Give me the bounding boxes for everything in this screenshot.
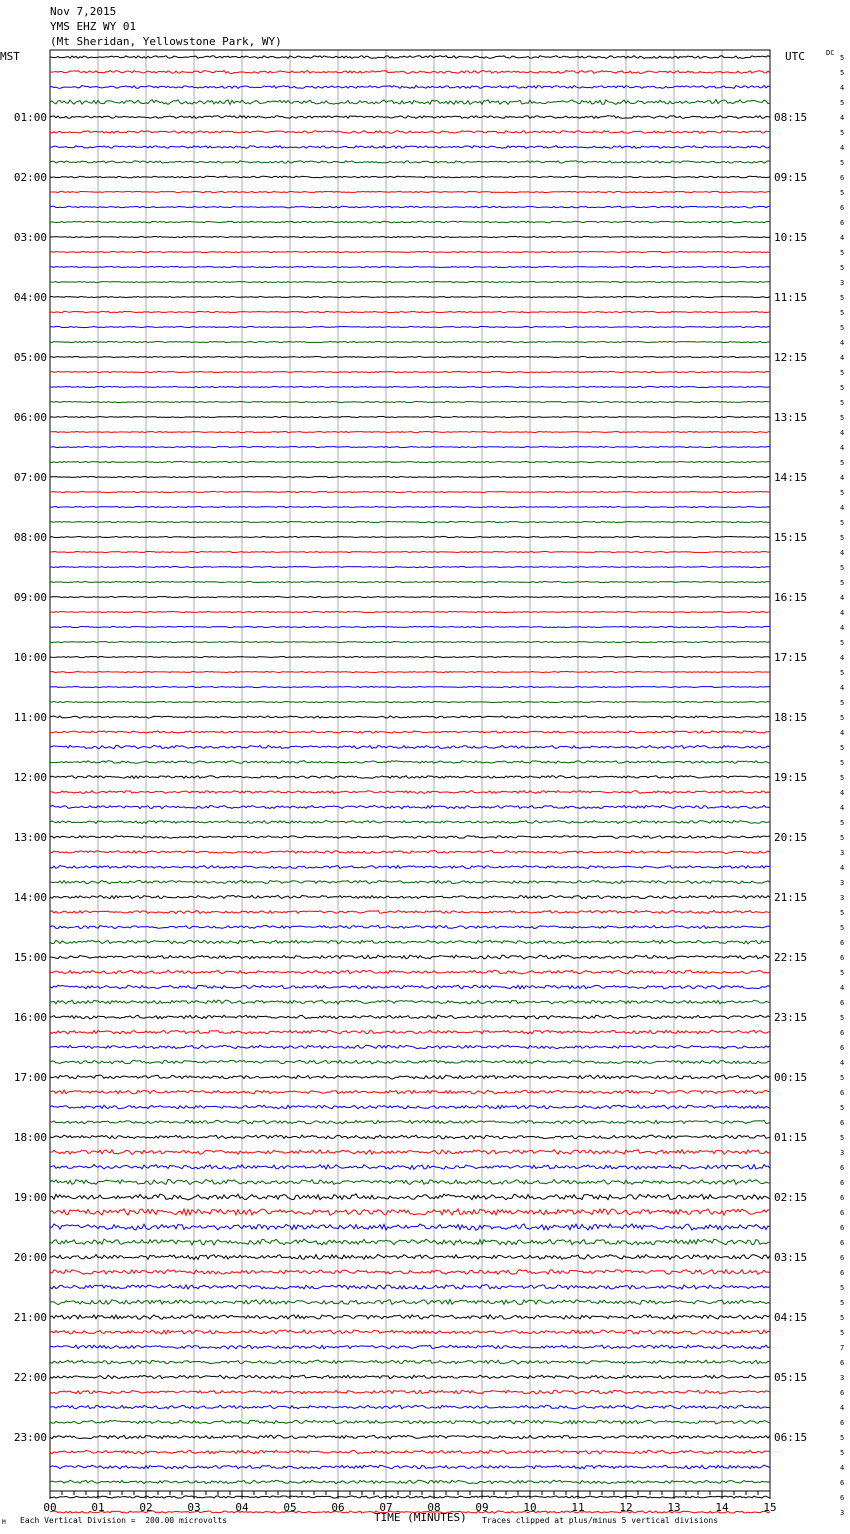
dc-offset-value: 4 — [840, 864, 845, 872]
dc-offset-value: 7 — [840, 1344, 845, 1352]
seismic-trace — [50, 251, 770, 252]
x-tick-label: 15 — [763, 1501, 777, 1514]
utc-hour-label: 08:15 — [774, 111, 808, 124]
utc-hour-label: 16:15 — [774, 591, 808, 604]
seismic-trace — [50, 536, 770, 537]
mst-hour-label: 07:00 — [13, 471, 47, 484]
dc-offset-value: 4 — [840, 789, 845, 797]
x-tick-label: 11 — [571, 1501, 585, 1514]
dc-offset-value: 4 — [840, 474, 845, 482]
seismic-trace — [50, 1450, 770, 1454]
right-timezone-label: UTC — [785, 50, 805, 63]
seismic-trace — [50, 446, 770, 447]
dc-offset-value: 5 — [840, 159, 845, 167]
utc-hour-label: 15:15 — [774, 531, 808, 544]
label-layer — [14, 54, 844, 1517]
dc-offset-value: 5 — [840, 1014, 845, 1022]
seismic-trace — [50, 341, 770, 342]
dc-offset-value: 5 — [840, 564, 845, 572]
seismic-trace — [50, 326, 770, 327]
seismic-trace — [50, 1420, 770, 1424]
dc-offset-value: 3 — [840, 1374, 845, 1382]
dc-offset-value: 5 — [840, 309, 845, 317]
header-station: YMS EHZ WY 01 — [50, 20, 137, 33]
dc-offset-value: 5 — [840, 69, 845, 77]
seismic-trace — [50, 506, 770, 507]
x-tick-label: 05 — [283, 1501, 297, 1514]
seismic-trace — [50, 116, 770, 119]
mst-hour-label: 03:00 — [13, 231, 47, 244]
seismic-trace — [50, 850, 770, 853]
mst-hour-label: 15:00 — [13, 951, 47, 964]
seismic-trace — [50, 731, 770, 733]
dc-offset-value: 5 — [840, 1434, 845, 1442]
dc-offset-value: 3 — [840, 894, 845, 902]
seismic-trace — [50, 386, 770, 387]
dc-offset-value: 5 — [840, 99, 845, 107]
seismic-trace — [50, 1345, 770, 1349]
dc-offset-value: 4 — [840, 594, 845, 602]
seismic-trace — [50, 805, 770, 808]
dc-offset-value: 5 — [840, 1449, 845, 1457]
mst-hour-label: 13:00 — [13, 831, 47, 844]
dc-offset-value: 5 — [840, 249, 845, 257]
seismic-trace — [50, 611, 770, 612]
dc-offset-value: 6 — [840, 1194, 845, 1202]
mst-hour-label: 12:00 — [13, 771, 47, 784]
seismic-trace — [50, 100, 770, 105]
mst-hour-label: 09:00 — [13, 591, 47, 604]
dc-offset-value: 5 — [840, 579, 845, 587]
trace-layer — [50, 56, 770, 1514]
mst-hour-label: 21:00 — [13, 1311, 47, 1324]
dc-offset-value: 5 — [840, 294, 845, 302]
dc-offset-value: 4 — [840, 114, 845, 122]
utc-hour-label: 04:15 — [774, 1311, 808, 1324]
dc-offset-value: 3 — [840, 279, 845, 287]
dc-offset-value: 3 — [840, 1509, 845, 1517]
dc-offset-value: 4 — [840, 729, 845, 737]
seismic-trace — [50, 356, 770, 357]
dc-offset-value: 5 — [840, 1299, 845, 1307]
dc-offset-value: 5 — [840, 669, 845, 677]
dc-offset-value: 6 — [840, 1359, 845, 1367]
dc-offset-value: 5 — [840, 744, 845, 752]
dc-offset-value: 6 — [840, 1269, 845, 1277]
dc-offset-value: 5 — [840, 819, 845, 827]
dc-offset-value: 5 — [840, 129, 845, 137]
dc-offset-value: 5 — [840, 1074, 845, 1082]
seismic-trace — [50, 296, 770, 297]
dc-offset-value: 6 — [840, 999, 845, 1007]
dc-offset-value: 4 — [840, 1464, 845, 1472]
dc-offset-value: 6 — [840, 1089, 845, 1097]
mst-hour-label: 06:00 — [13, 411, 47, 424]
seismic-trace — [50, 311, 770, 313]
seismic-trace — [50, 1075, 770, 1079]
utc-hour-label: 05:15 — [774, 1371, 808, 1384]
mst-hour-label: 18:00 — [13, 1131, 47, 1144]
utc-hour-label: 12:15 — [774, 351, 808, 364]
dc-offset-value: 6 — [840, 1164, 845, 1172]
seismic-trace — [50, 56, 770, 59]
seismic-trace — [50, 716, 770, 718]
dc-offset-value: 5 — [840, 714, 845, 722]
seismic-trace — [50, 1480, 770, 1484]
dc-offset-value: 6 — [840, 1389, 845, 1397]
dc-label: DC — [826, 49, 835, 57]
dc-offset-value: 5 — [840, 414, 845, 422]
dc-offset-value: 5 — [840, 924, 845, 932]
dc-offset-value: 6 — [840, 939, 845, 947]
dc-offset-value: 4 — [840, 624, 845, 632]
dc-offset-value: 3 — [840, 1149, 845, 1157]
utc-hour-label: 14:15 — [774, 471, 808, 484]
dc-offset-value: 6 — [840, 954, 845, 962]
mst-hour-label: 23:00 — [13, 1431, 47, 1444]
seismic-trace — [50, 431, 770, 432]
dc-offset-value: 6 — [840, 1029, 845, 1037]
seismic-trace — [50, 1120, 770, 1124]
seismic-trace — [50, 476, 770, 477]
dc-offset-value: 4 — [840, 1059, 845, 1067]
dc-offset-value: 5 — [840, 1314, 845, 1322]
seismic-trace — [50, 581, 770, 582]
seismic-trace — [50, 1090, 770, 1094]
seismic-trace — [50, 266, 770, 267]
seismic-trace — [50, 281, 770, 282]
dc-offset-value: 4 — [840, 609, 845, 617]
seismic-trace — [50, 401, 770, 402]
seismic-trace — [50, 1045, 770, 1049]
dc-offset-value: 4 — [840, 549, 845, 557]
seismic-trace — [50, 1239, 770, 1245]
dc-offset-value: 5 — [840, 699, 845, 707]
seismic-trace — [50, 1405, 770, 1409]
dc-offset-value: 6 — [840, 174, 845, 182]
x-tick-label: 00 — [43, 1501, 57, 1514]
seismic-trace — [50, 1330, 770, 1334]
mst-hour-label: 22:00 — [13, 1371, 47, 1384]
seismic-trace — [50, 1465, 770, 1469]
mst-hour-label: 19:00 — [13, 1191, 47, 1204]
seismic-trace — [50, 131, 770, 134]
x-tick-label: 01 — [91, 1501, 105, 1514]
dc-offset-value: 4 — [840, 504, 845, 512]
seismic-trace — [50, 1135, 770, 1139]
seismic-trace — [50, 866, 770, 869]
utc-hour-label: 10:15 — [774, 231, 808, 244]
utc-hour-label: 17:15 — [774, 651, 808, 664]
seismic-trace — [50, 85, 770, 88]
dc-offset-value: 4 — [840, 354, 845, 362]
dc-offset-value: 5 — [840, 909, 845, 917]
utc-hour-label: 20:15 — [774, 831, 808, 844]
seismic-trace — [50, 940, 770, 944]
dc-offset-value: 3 — [840, 879, 845, 887]
seismic-trace — [50, 1194, 770, 1200]
dc-offset-value: 5 — [840, 1134, 845, 1142]
dc-offset-value: 4 — [840, 984, 845, 992]
dc-offset-value: 4 — [840, 84, 845, 92]
x-tick-label: 09 — [475, 1501, 489, 1514]
seismic-trace — [50, 955, 770, 959]
seismic-trace — [50, 1496, 770, 1498]
dc-offset-value: 6 — [840, 1479, 845, 1487]
utc-hour-label: 18:15 — [774, 711, 808, 724]
seismic-trace — [50, 566, 770, 567]
seismic-trace — [50, 776, 770, 779]
utc-hour-label: 01:15 — [774, 1131, 808, 1144]
utc-hour-label: 22:15 — [774, 951, 808, 964]
x-tick-label: 12 — [619, 1501, 633, 1514]
seismic-trace — [50, 1435, 770, 1439]
seismic-trace — [50, 371, 770, 372]
seismic-trace — [50, 656, 770, 657]
seismic-trace — [50, 551, 770, 552]
utc-hour-label: 09:15 — [774, 171, 808, 184]
seismic-trace — [50, 820, 770, 823]
dc-offset-value: 5 — [840, 834, 845, 842]
scale-note: Each Vertical Division = 200.00 microvolts — [20, 1516, 228, 1525]
dc-offset-value: 6 — [840, 1209, 845, 1217]
mst-hour-label: 10:00 — [13, 651, 47, 664]
seismic-trace — [50, 671, 770, 672]
seismic-trace — [50, 461, 770, 462]
dc-offset-value: 5 — [840, 369, 845, 377]
dc-offset-value: 4 — [840, 804, 845, 812]
mst-hour-label: 01:00 — [13, 111, 47, 124]
dc-offset-value: 5 — [840, 489, 845, 497]
seismic-trace — [50, 880, 770, 883]
x-tick-label: 10 — [523, 1501, 537, 1514]
seismic-trace — [50, 761, 770, 764]
seismic-trace — [50, 1284, 770, 1289]
dc-offset-value: 5 — [840, 1284, 845, 1292]
seismic-trace — [50, 970, 770, 974]
utc-hour-label: 21:15 — [774, 891, 808, 904]
left-timezone-label: MST — [0, 50, 20, 63]
mst-hour-label: 05:00 — [13, 351, 47, 364]
seismic-trace — [50, 1390, 770, 1394]
seismic-trace — [50, 416, 770, 417]
x-tick-label: 03 — [187, 1501, 201, 1514]
seismic-trace — [50, 1270, 770, 1275]
dc-offset-value: 5 — [840, 774, 845, 782]
utc-hour-label: 06:15 — [774, 1431, 808, 1444]
dc-offset-value: 5 — [840, 1104, 845, 1112]
seismic-trace — [50, 596, 770, 597]
dc-offset-value: 6 — [840, 1224, 845, 1232]
seismic-trace — [50, 1300, 770, 1305]
mst-hour-label: 08:00 — [13, 531, 47, 544]
seismic-trace — [50, 1180, 770, 1185]
dc-offset-value: 5 — [840, 264, 845, 272]
seismic-trace — [50, 1360, 770, 1364]
seismic-trace — [50, 1060, 770, 1064]
dc-offset-value: 4 — [840, 684, 845, 692]
seismic-trace — [50, 1315, 770, 1319]
seismic-trace — [50, 491, 770, 492]
seismic-trace — [50, 895, 770, 898]
corner-mark: M — [2, 1519, 6, 1526]
x-tick-label: 14 — [715, 1501, 729, 1514]
dc-offset-value: 4 — [840, 339, 845, 347]
dc-offset-value: 6 — [840, 1419, 845, 1427]
seismic-trace — [50, 1150, 770, 1155]
dc-offset-value: 5 — [840, 399, 845, 407]
seismic-trace — [50, 221, 770, 223]
seismic-trace — [50, 791, 770, 794]
seismic-trace — [50, 1030, 770, 1034]
seismic-trace — [50, 236, 770, 237]
dc-offset-value: 5 — [840, 384, 845, 392]
dc-offset-value: 6 — [840, 1239, 845, 1247]
seismic-trace — [50, 1015, 770, 1019]
seismic-trace — [50, 641, 770, 642]
dc-offset-value: 6 — [840, 1179, 845, 1187]
header-date: Nov 7,2015 — [50, 5, 117, 18]
x-tick-label: 08 — [427, 1501, 441, 1514]
dc-offset-value: 5 — [840, 54, 845, 62]
dc-offset-value: 5 — [840, 1329, 845, 1337]
utc-hour-label: 00:15 — [774, 1071, 808, 1084]
dc-offset-value: 5 — [840, 519, 845, 527]
x-tick-label: 07 — [379, 1501, 393, 1514]
dc-offset-value: 6 — [840, 204, 845, 212]
mst-hour-label: 14:00 — [13, 891, 47, 904]
dc-offset-value: 5 — [840, 759, 845, 767]
dc-offset-value: 6 — [840, 1254, 845, 1262]
utc-hour-label: 03:15 — [774, 1251, 808, 1264]
seismic-trace — [50, 701, 770, 702]
dc-offset-value: 4 — [840, 429, 845, 437]
mst-hour-label: 11:00 — [13, 711, 47, 724]
dc-offset-value: 3 — [840, 849, 845, 857]
x-tick-label: 13 — [667, 1501, 681, 1514]
utc-hour-label: 19:15 — [774, 771, 808, 784]
dc-offset-value: 5 — [840, 459, 845, 467]
dc-offset-value: 6 — [840, 1494, 845, 1502]
seismic-trace — [50, 521, 770, 522]
seismic-trace — [50, 1375, 770, 1379]
seismic-trace — [50, 1000, 770, 1004]
x-tick-label: 02 — [139, 1501, 153, 1514]
dc-offset-value: 6 — [840, 1119, 845, 1127]
utc-hour-label: 11:15 — [774, 291, 808, 304]
dc-offset-value: 4 — [840, 234, 845, 242]
x-tick-label: 04 — [235, 1501, 249, 1514]
seismic-trace — [50, 1254, 770, 1259]
mst-hour-label: 16:00 — [13, 1011, 47, 1024]
mst-hour-label: 20:00 — [13, 1251, 47, 1264]
dc-offset-value: 6 — [840, 1044, 845, 1052]
utc-hour-label: 13:15 — [774, 411, 808, 424]
dc-offset-value: 5 — [840, 189, 845, 197]
dc-offset-value: 6 — [840, 219, 845, 227]
seismic-trace — [50, 910, 770, 913]
mst-hour-label: 04:00 — [13, 291, 47, 304]
x-tick-label: 06 — [331, 1501, 345, 1514]
seismic-trace — [50, 745, 770, 748]
seismic-trace — [50, 191, 770, 192]
seismic-trace — [50, 1105, 770, 1109]
utc-hour-label: 02:15 — [774, 1191, 808, 1204]
dc-offset-value: 5 — [840, 969, 845, 977]
seismic-trace — [50, 206, 770, 208]
dc-offset-value: 5 — [840, 534, 845, 542]
seismic-trace — [50, 1164, 770, 1169]
dc-offset-value: 5 — [840, 324, 845, 332]
dc-offset-value: 4 — [840, 654, 845, 662]
seismic-trace — [50, 146, 770, 149]
seismic-trace — [50, 161, 770, 163]
dc-offset-value: 4 — [840, 1404, 845, 1412]
dc-offset-value: 4 — [840, 444, 845, 452]
seismic-trace — [50, 71, 770, 74]
dc-offset-value: 5 — [840, 639, 845, 647]
seismic-trace — [50, 686, 770, 687]
utc-hour-label: 23:15 — [774, 1011, 808, 1024]
seismic-trace — [50, 1224, 770, 1230]
mst-hour-label: 02:00 — [13, 171, 47, 184]
seismic-trace — [50, 176, 770, 178]
seismic-trace — [50, 985, 770, 989]
seismic-trace — [50, 1209, 770, 1215]
header-location: (Mt Sheridan, Yellowstone Park, WY) — [50, 35, 282, 48]
mst-hour-label: 17:00 — [13, 1071, 47, 1084]
seismic-trace — [50, 626, 770, 627]
x-axis-title: TIME (MINUTES) — [374, 1511, 467, 1524]
seismic-trace — [50, 925, 770, 928]
dc-offset-value: 4 — [840, 144, 845, 152]
seismic-trace — [50, 836, 770, 839]
clip-note: Traces clipped at plus/minus 5 vertical divisions — [482, 1516, 719, 1525]
